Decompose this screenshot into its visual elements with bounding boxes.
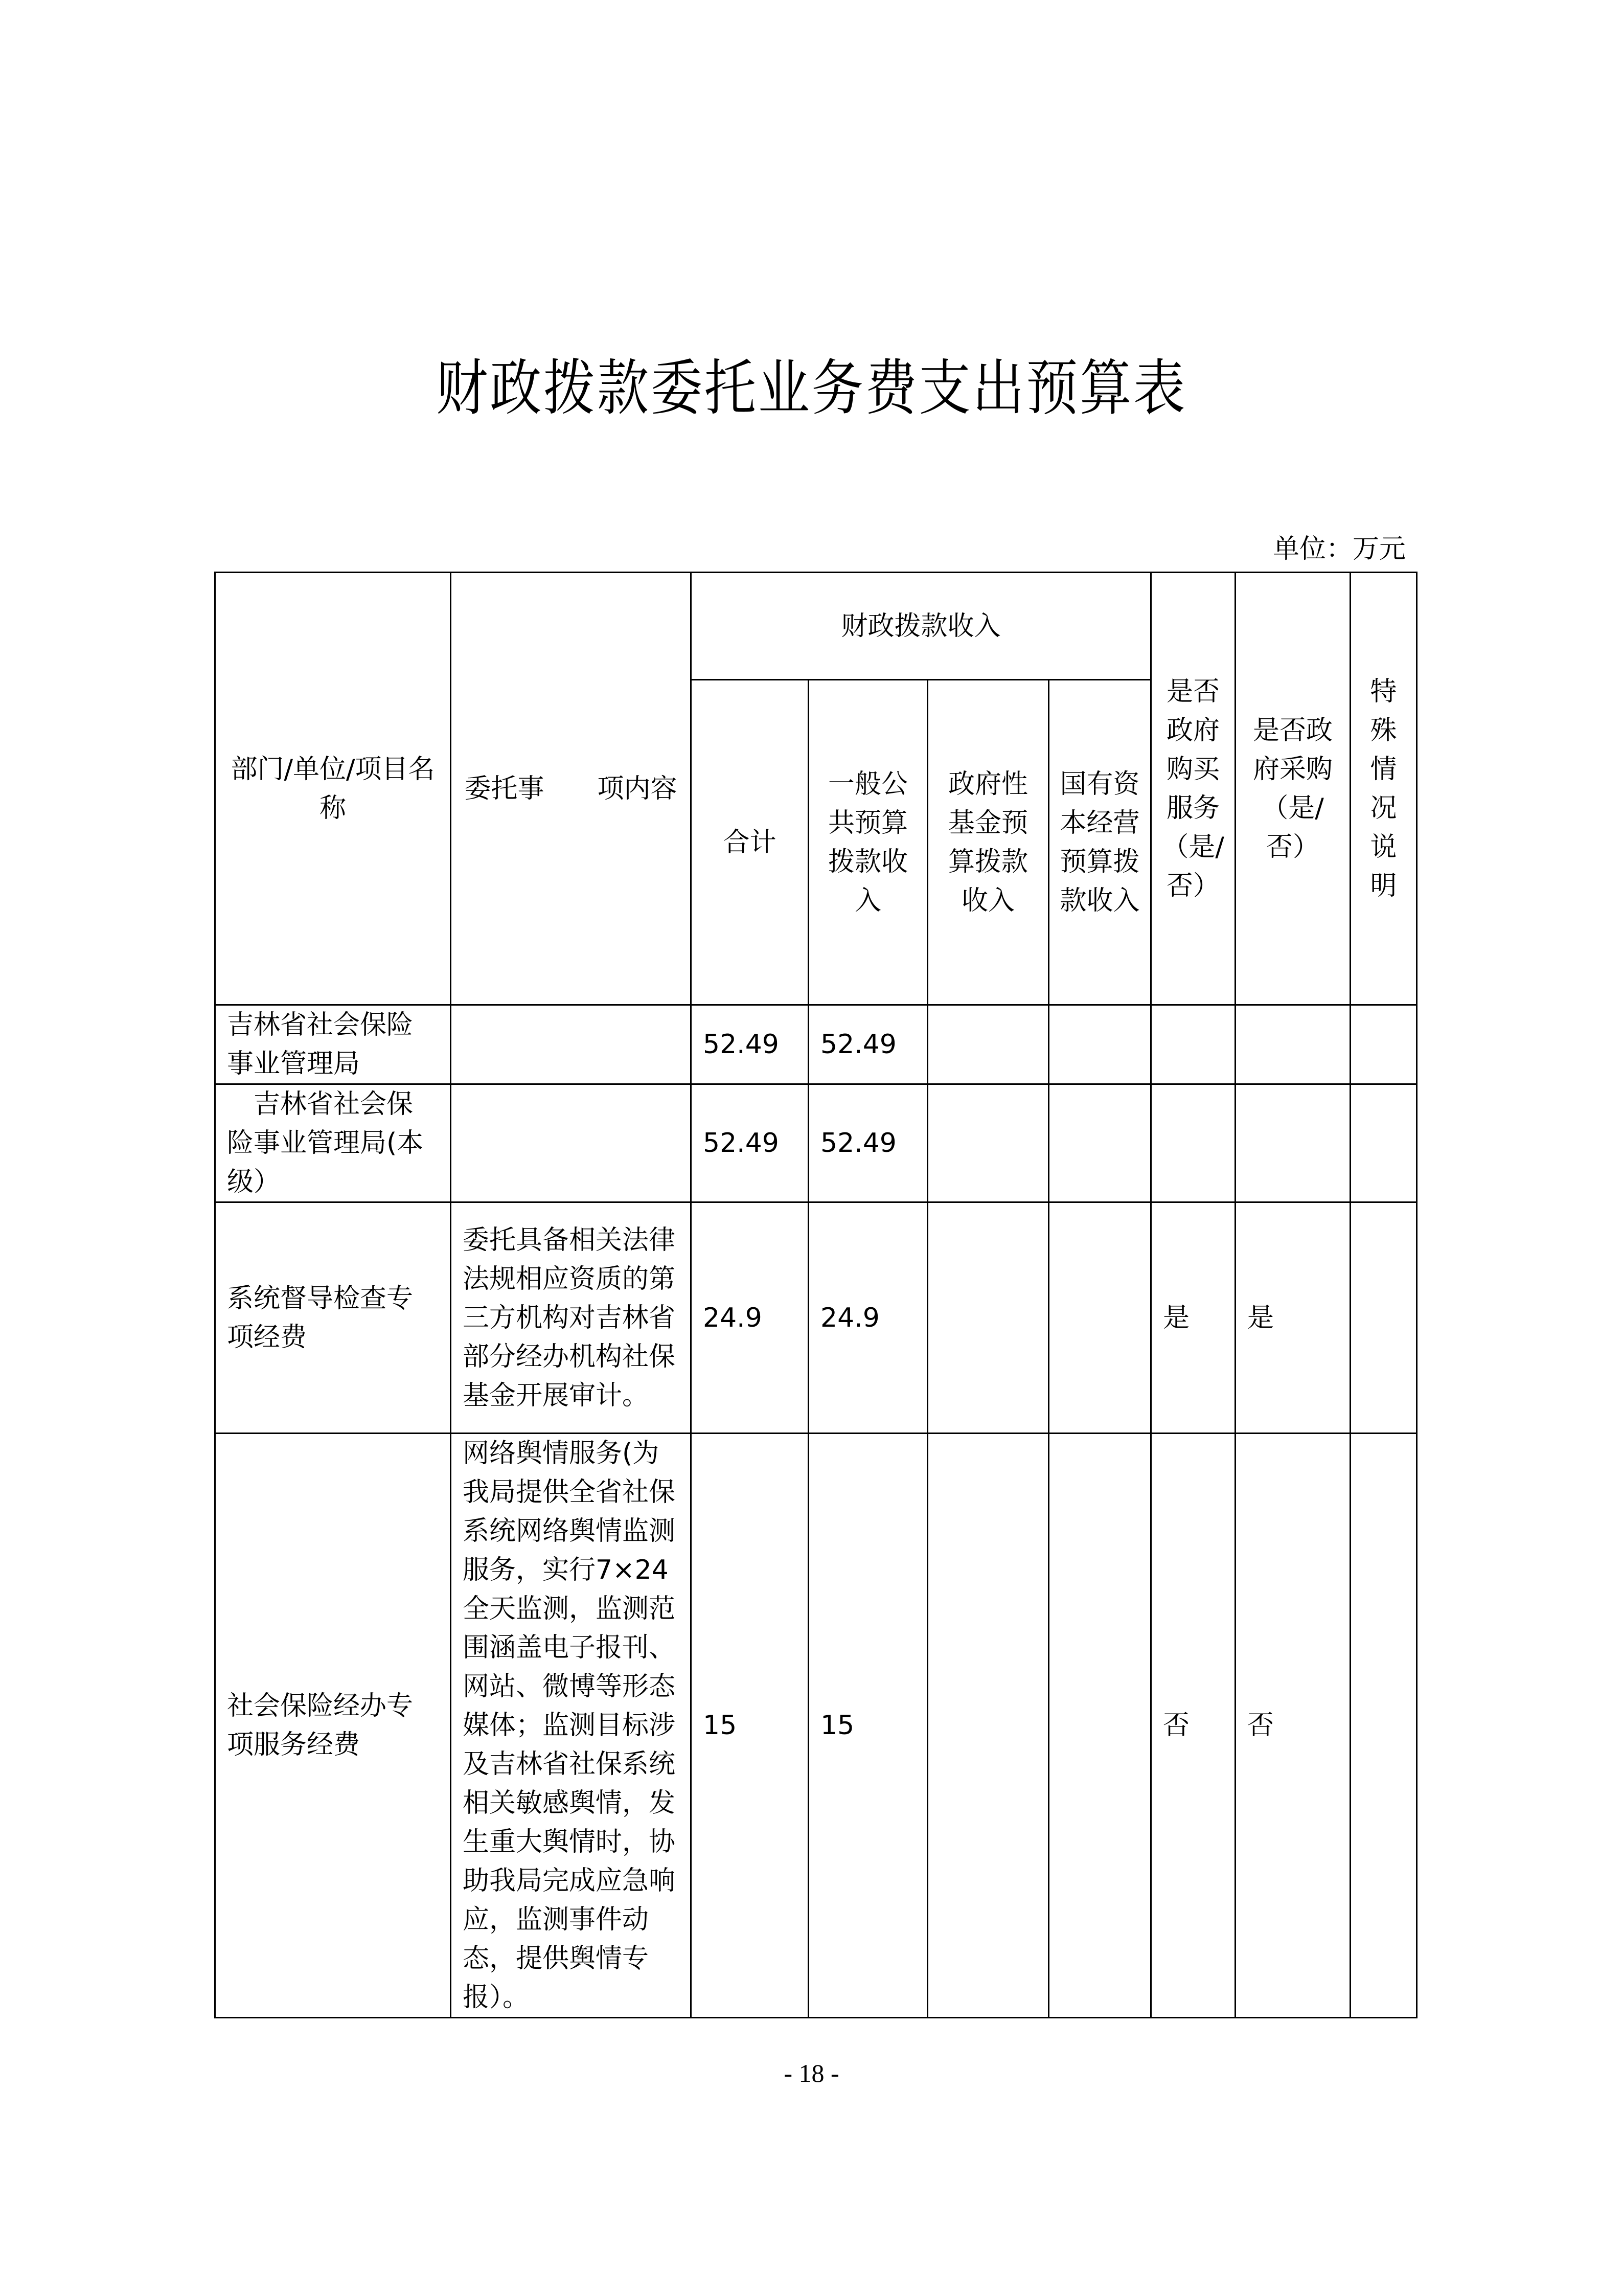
header-special-notes: 特殊情况说明 — [1351, 573, 1417, 1005]
cell-total: 52.49 — [691, 1005, 809, 1084]
cell-capital — [1049, 1202, 1151, 1434]
header-dept: 部门/单位/项目名称 — [215, 573, 451, 1005]
cell-procurement — [1236, 1084, 1351, 1202]
cell-content: 委托具备相关法律法规相应资质的第三方机构对吉林省部分经办机构社保基金开展审计。 — [451, 1202, 691, 1434]
header-gov-purchase-service: 是否政府购买服务（是/否） — [1151, 573, 1236, 1005]
table-row — [215, 1084, 1417, 1202]
cell-fund — [928, 1434, 1049, 2018]
unit-label: 单位：万元 — [1272, 534, 1406, 564]
table-row — [215, 1434, 1417, 2018]
cell-purchase — [1151, 1084, 1236, 1202]
cell-content: 网络舆情服务(为我局提供全省社保系统网络舆情监测服务，实行7×24全天监测，监测范围涵盖电子报刊、网站、微博等形态媒体；监测目标涉及吉林省社保系统相关敏感舆情，发生重大舆情时，协助我局完成应急响应，监测事件动态，提供舆情专报）。 — [451, 1434, 691, 2018]
cell-total: 15 — [691, 1434, 809, 2018]
cell-general: 52.49 — [809, 1005, 928, 1084]
header-state-capital: 国有资本经营预算拨款收入 — [1049, 680, 1151, 1005]
cell-notes — [1351, 1434, 1417, 2018]
cell-general: 52.49 — [809, 1084, 928, 1202]
cell-purchase — [1151, 1005, 1236, 1084]
cell-capital — [1049, 1005, 1151, 1084]
cell-notes — [1351, 1084, 1417, 1202]
cell-general: 24.9 — [809, 1202, 928, 1434]
cell-total: 52.49 — [691, 1084, 809, 1202]
cell-purchase: 是 — [1151, 1202, 1236, 1434]
cell-content — [451, 1005, 691, 1084]
cell-fund — [928, 1084, 1049, 1202]
header-general-budget: 一般公共预算拨款收入 — [809, 680, 928, 1005]
cell-notes — [1351, 1202, 1417, 1434]
cell-procurement — [1236, 1005, 1351, 1084]
cell-total: 24.9 — [691, 1202, 809, 1434]
page-number: - 18 - — [784, 2059, 839, 2087]
table-row — [215, 1005, 1417, 1084]
cell-general: 15 — [809, 1434, 928, 2018]
cell-notes — [1351, 1005, 1417, 1084]
header-row-1 — [215, 573, 1417, 680]
header-gov-fund: 政府性基金预算拨款收入 — [928, 680, 1049, 1005]
cell-procurement: 是 — [1236, 1202, 1351, 1434]
cell-purchase: 否 — [1151, 1434, 1236, 2018]
header-content: 委托事 项内容 — [451, 573, 691, 1005]
cell-content — [451, 1084, 691, 1202]
header-fiscal-income: 财政拨款收入 — [691, 573, 1151, 680]
header-total: 合计 — [691, 680, 809, 1005]
cell-fund — [928, 1005, 1049, 1084]
cell-capital — [1049, 1084, 1151, 1202]
header-gov-procurement: 是否政府采购（是/否） — [1236, 573, 1351, 1005]
cell-procurement: 否 — [1236, 1434, 1351, 2018]
cell-name: 社会保险经办专项服务经费 — [215, 1434, 451, 2018]
budget-table — [214, 572, 1418, 2018]
cell-capital — [1049, 1434, 1151, 2018]
page-title: 财政拨款委托业务费支出预算表 — [436, 353, 1187, 423]
cell-name: 系统督导检查专项经费 — [215, 1202, 451, 1434]
cell-fund — [928, 1202, 1049, 1434]
cell-name: 吉林省社会保险事业管理局(本级） — [215, 1084, 451, 1202]
cell-name: 吉林省社会保险事业管理局 — [215, 1005, 451, 1084]
table-row — [215, 1202, 1417, 1434]
